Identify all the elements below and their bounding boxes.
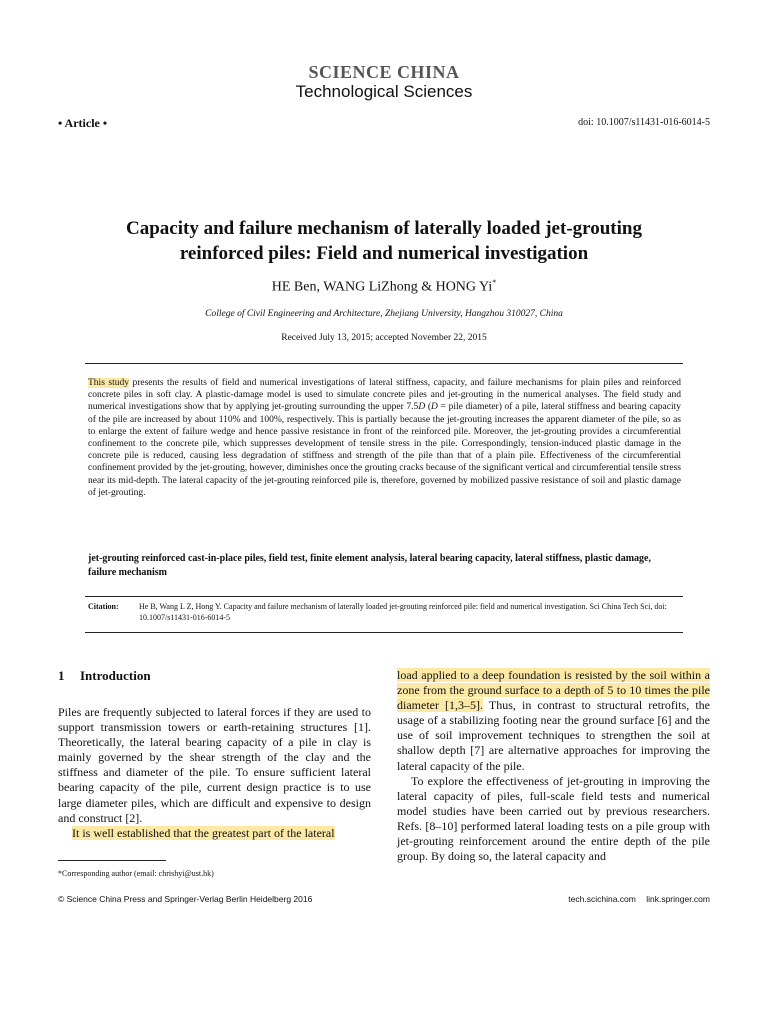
footer-links — [568, 894, 710, 904]
doi-link[interactable]: doi: 10.1007/s11431-016-6014-5 — [578, 117, 710, 128]
section-title: Introduction — [80, 668, 151, 683]
journal-name: SCIENCE CHINA — [308, 62, 460, 82]
abstract-text-b: ( — [425, 402, 432, 413]
citation-bottom-rule — [85, 632, 683, 633]
copyright: © Science China Press and Springer-Verlag Berlin Heidelberg 2016 — [58, 894, 313, 904]
intro-paragraph-3: To explore the effectiveness of jet-grouting in improving the lateral capacity of piles, full-scale field tests and numerical model studies have been carried out by previous researchers. Refs. [8–10] performed lateral loading tests on a pile group with jet-grouting reinforcement around the entire depth of the pile group. By doing so, the lateral capacity and — [397, 773, 710, 864]
citation-label: Citation: — [88, 602, 119, 611]
title-line-1: Capacity and failure mechanism of laterally loaded jet-grouting — [126, 218, 642, 239]
keywords: jet-grouting reinforced cast-in-place piles, field test, finite element analysis, lateral bearing capacity, lateral stiffness, plastic damage, failure mechanism — [88, 553, 651, 578]
abstract-text-a: presents the results of field and numerical investigations of lateral stiffness, capacity, and failure mechanisms for plain piles and reinforced concrete piles in soft clay. A plastic-damage model is used to simulate concrete piles and jet-grouting in the numerical analyses. The field study and numerical investigations show that by applying jet-grouting surrounding the upper 7.5 — [88, 378, 681, 413]
highlighted-text: load applied to a deep foundation is resisted by the soil within a zone from the ground surface to a depth of 5 to 10 times the pile diameter [1,3–5]. — [397, 668, 710, 713]
highlighted-text: It is well established that the greatest part of the lateral — [72, 825, 335, 840]
section-number: 1 — [58, 668, 65, 683]
title-line-2: reinforced piles: Field and numerical investigation — [179, 243, 589, 264]
abstract-top-rule — [85, 363, 683, 364]
journal-subtitle: Technological Sciences — [295, 82, 473, 101]
d-symbol: D — [418, 402, 426, 413]
authors-text: HE Ben, WANG LiZhong & HONG Yi — [271, 279, 493, 295]
author-list — [0, 278, 768, 296]
paragraph-rest: Thus, in contrast to structural retrofits, the usage of a stabilizing footing near the ground surface [6] and the use of soil improvement techniques to strengthen the soil at shallow depth [7] are alternative approaches for improving the lateral capacity of the pile. — [397, 698, 710, 773]
left-column — [58, 705, 371, 841]
intro-paragraph-2-continued — [397, 668, 710, 774]
intro-paragraph-1: Piles are frequently subjected to lateral forces if they are used to support transmission towers or earth-retaining structures [1]. Theoretically, the lateral bearing capacity of a pile in clay is mainly governed by the shear strength of the clay and the stiffness and diameter of the pile. To ensure sufficient lateral bearing capacity of the pile, current design practice is to use large diameter piles, which are difficult and expensive to design and construct [2]. — [58, 705, 371, 825]
affiliation: College of Civil Engineering and Architecture, Zhejiang University, Hangzhou 310027, China — [205, 309, 563, 319]
citation-top-rule — [85, 596, 683, 597]
d-symbol-2: D — [431, 402, 438, 413]
link-scichina[interactable]: tech.scichina.com — [568, 894, 636, 904]
received-dates: Received July 13, 2015; accepted November 22, 2015 — [281, 333, 487, 343]
section-heading — [58, 668, 151, 684]
footnote: *Corresponding author (email: chrishyi@ust.hk) — [58, 869, 214, 878]
footnote-rule — [58, 860, 166, 861]
intro-paragraph-2 — [58, 826, 371, 841]
paper-title — [60, 216, 708, 266]
link-springer[interactable]: link.springer.com — [646, 894, 710, 904]
corresponding-author-mark: * — [492, 278, 497, 287]
abstract-text-c: = pile diameter) of a pile, lateral stiffness and bearing capacity of the pile are increased by about 110% and 100%, respectively. This is partially because the jet-grouting increases the apparent diameter of the pile, so as to enlarge the extent of failure wedge and hence passive resistance in front of the reinforced pile. Moreover, the jet-grouting provides a circumferential confinement to the concrete pile, which suppresses development of tensile stress in the pile. Correspondingly, tension-induced plastic damage in the concrete pile is reduced, causing less degradation of stiffness and strength of the pile than that of a plain pile. Effectiveness of the circumferential confinement provided by the jet-grouting, however, diminishes once the grouting cracks because of the significant vertical and circumferential tensile stress near its mid-depth. The lateral capacity of the jet-grouting reinforced pile is, therefore, governed by mobilized passive resistance of soil and plastic damage of jet-grouting. — [88, 402, 681, 498]
citation-text: He B, Wang L Z, Hong Y. Capacity and failure mechanism of laterally loaded jet-grouting reinforced pile: field and numerical investigation. Sci China Tech Sci, doi: 10.1007/s11431-016-6014-5 — [139, 602, 667, 622]
right-column — [397, 668, 710, 864]
abstract-highlight: This study — [88, 378, 129, 388]
article-type: • Article • — [58, 116, 108, 130]
abstract — [88, 377, 681, 499]
